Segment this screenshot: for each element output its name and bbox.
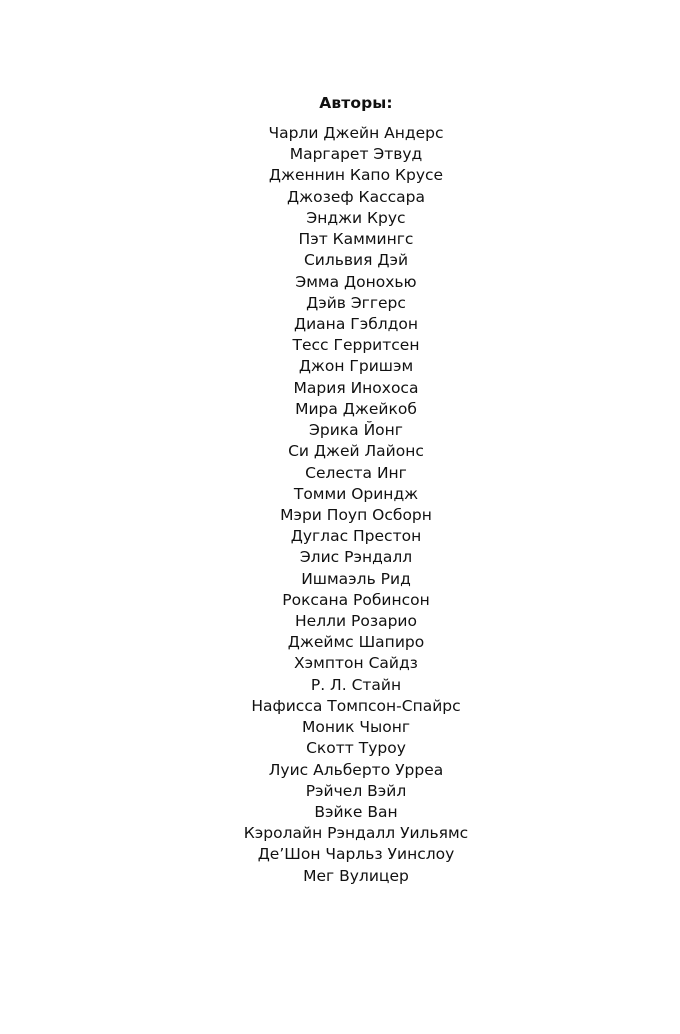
author-name: Сильвия Дэй [303, 251, 409, 270]
author-name: Ишмаэль Рид [301, 569, 411, 588]
author-name: Селеста Инг [305, 463, 407, 482]
author-name: Дэйв Эггерс [306, 293, 406, 312]
author-name: Дженнин Капо Крусе [268, 166, 444, 185]
author-name: Томми Ориндж [293, 484, 419, 503]
author-name: Кэролайн Рэндалл Уильямс [243, 824, 469, 843]
author-name: Луис Альберто Урреа [268, 760, 444, 779]
author-name: Моник Чыонг [302, 718, 410, 737]
author-name: Вэйке Ван [314, 803, 398, 821]
author-name: Си Джей Лайонс [288, 442, 424, 461]
author-name: Энджи Крус [306, 208, 406, 227]
author-name: Де’Шон Чарльз Уинслоу [257, 845, 455, 864]
author-name: Р. Л. Стайн [310, 675, 402, 694]
author-name: Мэри Поуп Осборн [280, 505, 432, 524]
author-name: Джон Гришэм [298, 357, 414, 376]
author-name: Рэйчел Вэйл [305, 781, 407, 800]
authors-heading: Авторы: [319, 94, 393, 112]
author-name: Чарли Джейн Андерс [268, 124, 444, 142]
author-name: Пэт Каммингс [298, 230, 414, 249]
author-name: Скотт Туроу [306, 739, 406, 758]
author-name: Дуглас Престон [290, 527, 422, 546]
authors-list [0, 123, 680, 887]
author-name: Роксана Робинсон [282, 590, 430, 609]
author-name: Элис Рэндалл [299, 548, 413, 567]
author-name: Маргарет Этвуд [289, 145, 423, 164]
author-name: Джозеф Кассара [287, 187, 425, 206]
author-name: Мария Инохоса [293, 378, 419, 397]
author-name: Диана Гэблдон [294, 314, 418, 333]
author-name: Джеймс Шапиро [287, 633, 425, 652]
author-name: Эмма Донохью [295, 272, 417, 291]
author-name: Хэмптон Сайдз [294, 654, 418, 673]
author-name: Мира Джейкоб [295, 399, 417, 418]
author-name: Мег Вулицер [303, 866, 409, 885]
author-name: Тесс Герритсен [292, 336, 420, 355]
author-name: Эрика Йонг [309, 421, 403, 440]
author-name: Нелли Розарио [295, 612, 417, 631]
author-name: Нафисса Томпсон-Спайрс [251, 696, 461, 715]
